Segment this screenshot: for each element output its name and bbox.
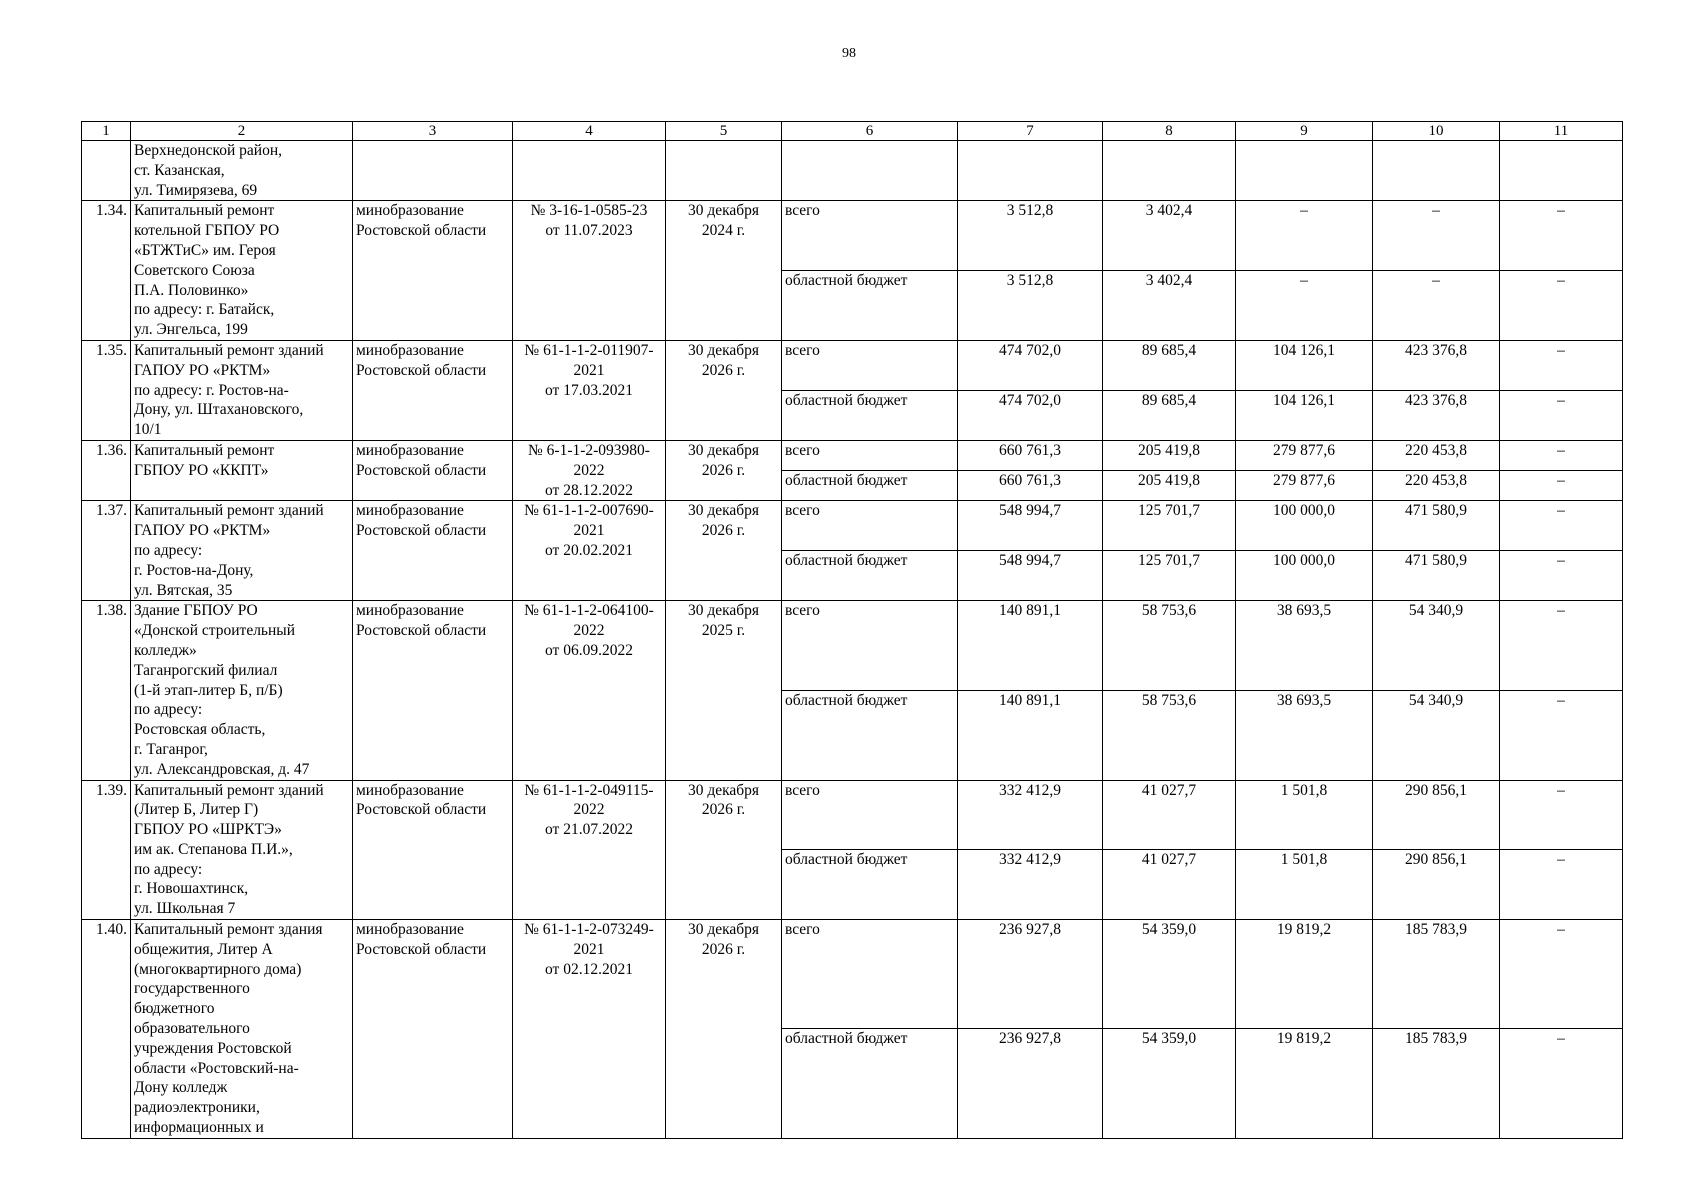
- cell-col9: [1236, 141, 1373, 201]
- cell-object-name: [131, 201, 353, 341]
- name-line: Капитальный ремонт зданий: [134, 781, 324, 799]
- name-line: им ак. Степанова П.И.»,: [134, 840, 293, 858]
- cell-col7: 3 512,8: [958, 271, 1103, 341]
- name-line: образовательного: [134, 1020, 250, 1038]
- cell-funding-source: областной бюджет: [782, 690, 958, 780]
- cell-no: 1.36.: [82, 440, 131, 500]
- cell-col11: [1500, 141, 1623, 201]
- col-header-7: 7: [958, 122, 1103, 141]
- deadline-line: 30 декабря: [687, 502, 760, 520]
- cell-col7: 474 702,0: [958, 390, 1103, 440]
- cell-col10: 290 856,1: [1373, 850, 1500, 920]
- cell-col7: 548 994,7: [958, 501, 1103, 551]
- col-header-8: 8: [1103, 122, 1236, 141]
- cell-col11: –: [1500, 551, 1623, 601]
- cell-col11: –: [1500, 501, 1623, 551]
- cell-col8: 3 402,4: [1103, 271, 1236, 341]
- name-line: Капитальный ремонт зданий: [134, 341, 324, 359]
- deadline-line: 2026 г.: [701, 361, 746, 379]
- cell-funding-source: всего: [782, 920, 958, 1029]
- cell-col7: 236 927,8: [958, 920, 1103, 1029]
- cell-col8: 54 359,0: [1103, 920, 1236, 1029]
- object-row: [82, 340, 1623, 390]
- object-row: [82, 920, 1623, 1029]
- cell-document: [513, 780, 666, 920]
- name-line: Капитальный ремонт здания: [134, 921, 323, 939]
- cell-col11: –: [1500, 440, 1623, 470]
- customer-line: минобразование: [356, 441, 464, 459]
- name-line: Ростовская область,: [134, 721, 266, 739]
- cell-object-name: [131, 141, 353, 201]
- cell-col9: 38 693,5: [1236, 690, 1373, 780]
- cell-customer: [353, 780, 513, 920]
- cell-col10: 471 580,9: [1373, 551, 1500, 601]
- cell-funding-source: всего: [782, 340, 958, 390]
- cell-col7: 660 761,3: [958, 471, 1103, 501]
- cell-document: [513, 440, 666, 500]
- customer-line: минобразование: [356, 921, 464, 939]
- cell-col8: 205 419,8: [1103, 471, 1236, 501]
- deadline-line: 2026 г.: [701, 461, 746, 479]
- name-line: области «Ростовский-на-: [134, 1059, 299, 1077]
- cell-object-name: [131, 501, 353, 601]
- cell-col8: 125 701,7: [1103, 551, 1236, 601]
- cell-col9: 100 000,0: [1236, 501, 1373, 551]
- customer-line: Ростовской области: [356, 361, 487, 379]
- document-line: от 11.07.2023: [545, 222, 633, 240]
- name-line: радиоэлектроники,: [134, 1099, 260, 1117]
- cell-col9: 104 126,1: [1236, 390, 1373, 440]
- name-line: по адресу: г. Батайск,: [134, 301, 275, 319]
- customer-line: минобразование: [356, 602, 464, 620]
- cell-deadline: [666, 920, 782, 1139]
- cell-col11: –: [1500, 201, 1623, 271]
- cell-col8: 89 685,4: [1103, 390, 1236, 440]
- cell-customer: [353, 440, 513, 500]
- name-line: по адресу:: [134, 541, 203, 559]
- cell-no: 1.37.: [82, 501, 131, 601]
- cell-col9: 279 877,6: [1236, 440, 1373, 470]
- document-line: 2022: [573, 622, 605, 640]
- customer-line: Ростовской области: [356, 461, 487, 479]
- cell-col9: 38 693,5: [1236, 601, 1373, 691]
- cell-document: [513, 141, 666, 201]
- customer-line: минобразование: [356, 781, 464, 799]
- name-line: П.А. Половинко»: [134, 281, 249, 299]
- cell-col7: 236 927,8: [958, 1029, 1103, 1138]
- cell-col9: 279 877,6: [1236, 471, 1373, 501]
- name-line: ул. Энгельса, 199: [134, 321, 248, 339]
- cell-source: [782, 141, 958, 201]
- cell-col11: –: [1500, 601, 1623, 691]
- cell-no: 1.35.: [82, 340, 131, 440]
- cell-col8: 125 701,7: [1103, 501, 1236, 551]
- cell-col8: 41 027,7: [1103, 780, 1236, 850]
- cell-col7: 548 994,7: [958, 551, 1103, 601]
- name-line: колледж»: [134, 641, 197, 659]
- cell-col7: 332 412,9: [958, 780, 1103, 850]
- cell-col9: 1 501,8: [1236, 780, 1373, 850]
- name-line: Капитальный ремонт: [134, 202, 275, 220]
- cell-col11: –: [1500, 850, 1623, 920]
- cell-document: [513, 601, 666, 780]
- cell-col8: 54 359,0: [1103, 1029, 1236, 1138]
- cell-col10: 185 783,9: [1373, 1029, 1500, 1138]
- col-header-4: 4: [513, 122, 666, 141]
- cell-col8: 58 753,6: [1103, 690, 1236, 780]
- cell-col10: 185 783,9: [1373, 920, 1500, 1029]
- name-line: (многоквартирного дома): [134, 960, 302, 978]
- name-line: ул. Александровская, д. 47: [134, 760, 310, 778]
- cell-funding-source: областной бюджет: [782, 271, 958, 341]
- cell-col7: 3 512,8: [958, 201, 1103, 271]
- name-line: котельной ГБПОУ РО: [134, 222, 280, 240]
- document-line: 2022: [573, 801, 605, 819]
- col-header-11: 11: [1500, 122, 1623, 141]
- name-line: Верхнедонской район,: [134, 142, 283, 159]
- document-line: от 02.12.2021: [545, 960, 633, 978]
- cell-document: [513, 920, 666, 1139]
- cell-col8: [1103, 141, 1236, 201]
- document-line: 2021: [573, 940, 605, 958]
- cell-col10: –: [1373, 201, 1500, 271]
- name-line: информационных и: [134, 1119, 264, 1137]
- document-line: от 21.07.2022: [545, 821, 633, 839]
- name-line: по адресу:: [134, 701, 203, 719]
- cell-col9: 100 000,0: [1236, 551, 1373, 601]
- cell-customer: [353, 920, 513, 1139]
- document-line: № 61-1-1-2-049115-: [524, 781, 654, 799]
- name-line: (1-й этап-литер Б, п/Б): [134, 681, 283, 699]
- objects-table: [81, 121, 1623, 1139]
- cell-col11: –: [1500, 780, 1623, 850]
- cell-col7: 140 891,1: [958, 690, 1103, 780]
- name-line: Советского Союза: [134, 261, 255, 279]
- document-line: от 28.12.2022: [545, 481, 633, 499]
- cell-col11: –: [1500, 690, 1623, 780]
- cell-funding-source: областной бюджет: [782, 1029, 958, 1138]
- cell-col10: [1373, 141, 1500, 201]
- document-line: 2021: [573, 522, 605, 540]
- deadline-line: 30 декабря: [687, 341, 760, 359]
- document-line: 2022: [573, 461, 605, 479]
- cell-deadline: [666, 201, 782, 341]
- name-line: Таганрогский филиал: [134, 661, 278, 679]
- cell-col7: [958, 141, 1103, 201]
- name-line: г. Таганрог,: [134, 740, 208, 758]
- deadline-line: 2026 г.: [701, 522, 746, 540]
- cell-col11: –: [1500, 271, 1623, 341]
- name-line: по адресу: г. Ростов-на-: [134, 381, 289, 399]
- name-line: ст. Казанская,: [134, 161, 225, 179]
- cell-col8: 3 402,4: [1103, 201, 1236, 271]
- cell-col11: –: [1500, 1029, 1623, 1138]
- cell-funding-source: областной бюджет: [782, 551, 958, 601]
- document-line: № 61-1-1-2-011907-: [524, 341, 654, 359]
- cell-no: 1.34.: [82, 201, 131, 341]
- name-line: общежития, Литер А: [134, 940, 273, 958]
- customer-line: минобразование: [356, 341, 464, 359]
- cell-col10: 220 453,8: [1373, 440, 1500, 470]
- cell-object-name: [131, 340, 353, 440]
- cell-col11: –: [1500, 920, 1623, 1029]
- document-line: от 20.02.2021: [545, 541, 633, 559]
- cell-col7: 140 891,1: [958, 601, 1103, 691]
- cell-object-name: [131, 780, 353, 920]
- object-row: [82, 440, 1623, 470]
- cell-col10: 290 856,1: [1373, 780, 1500, 850]
- customer-line: Ростовской области: [356, 222, 487, 240]
- cell-col7: 660 761,3: [958, 440, 1103, 470]
- cell-funding-source: областной бюджет: [782, 850, 958, 920]
- name-line: 10/1: [134, 421, 162, 439]
- name-line: ул. Вятская, 35: [134, 581, 233, 599]
- cell-funding-source: всего: [782, 440, 958, 470]
- cell-funding-source: областной бюджет: [782, 390, 958, 440]
- cell-col11: –: [1500, 471, 1623, 501]
- name-line: учреждения Ростовской: [134, 1039, 292, 1057]
- customer-line: минобразование: [356, 202, 464, 220]
- name-line: Дону, ул. Штахановского,: [134, 401, 304, 419]
- name-line: ГАПОУ РО «РКТМ»: [134, 522, 271, 540]
- document-line: № 6-1-1-2-093980-: [528, 441, 650, 459]
- cell-document: [513, 340, 666, 440]
- cell-col10: 54 340,9: [1373, 601, 1500, 691]
- cell-col10: 220 453,8: [1373, 471, 1500, 501]
- name-line: бюджетного: [134, 1000, 215, 1018]
- cell-deadline: [666, 601, 782, 780]
- cell-col10: 54 340,9: [1373, 690, 1500, 780]
- name-line: г. Ростов-на-Дону,: [134, 561, 254, 579]
- cell-object-name: [131, 920, 353, 1139]
- cell-document: [513, 501, 666, 601]
- col-header-2: 2: [131, 122, 353, 141]
- document-line: № 61-1-1-2-064100-: [524, 602, 654, 620]
- cell-funding-source: всего: [782, 601, 958, 691]
- deadline-line: 30 декабря: [687, 441, 760, 459]
- customer-line: минобразование: [356, 502, 464, 520]
- cell-col11: –: [1500, 340, 1623, 390]
- cell-no: [82, 141, 131, 201]
- name-line: ГБПОУ РО «ШРКТЭ»: [134, 821, 282, 839]
- deadline-line: 2025 г.: [701, 622, 746, 640]
- customer-line: Ростовской области: [356, 801, 487, 819]
- name-line: по адресу:: [134, 860, 203, 878]
- col-header-1: 1: [82, 122, 131, 141]
- cell-col8: 41 027,7: [1103, 850, 1236, 920]
- cell-col8: 89 685,4: [1103, 340, 1236, 390]
- document-line: № 61-1-1-2-073249-: [524, 921, 654, 939]
- customer-line: Ростовской области: [356, 622, 487, 640]
- cell-col8: 58 753,6: [1103, 601, 1236, 691]
- cell-col9: –: [1236, 271, 1373, 341]
- cell-no: 1.39.: [82, 780, 131, 920]
- cell-object-name: [131, 440, 353, 500]
- cell-funding-source: всего: [782, 501, 958, 551]
- object-row: [82, 601, 1623, 691]
- name-line: государственного: [134, 980, 250, 998]
- cell-object-name: [131, 601, 353, 780]
- cell-document: [513, 201, 666, 341]
- name-line: ГБПОУ РО «ККПТ»: [134, 461, 269, 479]
- name-line: ГАПОУ РО «РКТМ»: [134, 361, 271, 379]
- object-row: [82, 501, 1623, 551]
- name-line: (Литер Б, Литер Г): [134, 801, 259, 819]
- document-line: от 06.09.2022: [545, 641, 633, 659]
- name-line: г. Новошахтинск,: [134, 880, 249, 898]
- cell-deadline: [666, 501, 782, 601]
- cell-customer: [353, 141, 513, 201]
- cell-col10: 423 376,8: [1373, 340, 1500, 390]
- cell-col9: –: [1236, 201, 1373, 271]
- document-line: № 61-1-1-2-007690-: [524, 502, 654, 520]
- cell-col9: 1 501,8: [1236, 850, 1373, 920]
- cell-col10: 471 580,9: [1373, 501, 1500, 551]
- object-row: [82, 780, 1623, 850]
- cell-funding-source: областной бюджет: [782, 471, 958, 501]
- name-line: Дону колледж: [134, 1079, 228, 1097]
- deadline-line: 2026 г.: [701, 940, 746, 958]
- deadline-line: 30 декабря: [687, 602, 760, 620]
- col-header-3: 3: [353, 122, 513, 141]
- cell-deadline: [666, 340, 782, 440]
- cell-funding-source: всего: [782, 201, 958, 271]
- document-line: № 3-16-1-0585-23: [530, 202, 648, 220]
- object-row: [82, 201, 1623, 271]
- deadline-line: 2024 г.: [701, 222, 746, 240]
- name-line: Капитальный ремонт: [134, 441, 275, 459]
- name-line: ул. Тимирязева, 69: [134, 181, 258, 199]
- deadline-line: 2026 г.: [701, 801, 746, 819]
- deadline-line: 30 декабря: [687, 781, 760, 799]
- cell-deadline: [666, 780, 782, 920]
- cell-customer: [353, 201, 513, 341]
- cell-no: 1.40.: [82, 920, 131, 1139]
- page-number: 98: [842, 46, 856, 61]
- name-line: ул. Школьная 7: [134, 900, 236, 918]
- deadline-line: 30 декабря: [687, 202, 760, 220]
- customer-line: Ростовской области: [356, 940, 487, 958]
- cell-funding-source: всего: [782, 780, 958, 850]
- cell-col11: –: [1500, 390, 1623, 440]
- cell-deadline: [666, 440, 782, 500]
- col-header-6: 6: [782, 122, 958, 141]
- name-line: Капитальный ремонт зданий: [134, 502, 324, 520]
- cell-col9: 19 819,2: [1236, 1029, 1373, 1138]
- deadline-line: 30 декабря: [687, 921, 760, 939]
- name-line: «БТЖТиС» им. Героя: [134, 241, 276, 259]
- cell-col7: 332 412,9: [958, 850, 1103, 920]
- cell-customer: [353, 501, 513, 601]
- customer-line: Ростовской области: [356, 522, 487, 540]
- cell-col9: 19 819,2: [1236, 920, 1373, 1029]
- cell-col8: 205 419,8: [1103, 440, 1236, 470]
- document-line: от 17.03.2021: [545, 381, 633, 399]
- cell-col10: 423 376,8: [1373, 390, 1500, 440]
- cell-col7: 474 702,0: [958, 340, 1103, 390]
- document-line: 2021: [573, 361, 605, 379]
- col-header-9: 9: [1236, 122, 1373, 141]
- continuation-row: [82, 141, 1623, 201]
- col-header-10: 10: [1373, 122, 1500, 141]
- name-line: «Донской строительный: [134, 622, 296, 640]
- name-line: Здание ГБПОУ РО: [134, 602, 258, 620]
- cell-col9: 104 126,1: [1236, 340, 1373, 390]
- cell-no: 1.38.: [82, 601, 131, 780]
- column-number-row: [82, 122, 1623, 141]
- cell-customer: [353, 340, 513, 440]
- col-header-5: 5: [666, 122, 782, 141]
- cell-deadline: [666, 141, 782, 201]
- cell-customer: [353, 601, 513, 780]
- cell-col10: –: [1373, 271, 1500, 341]
